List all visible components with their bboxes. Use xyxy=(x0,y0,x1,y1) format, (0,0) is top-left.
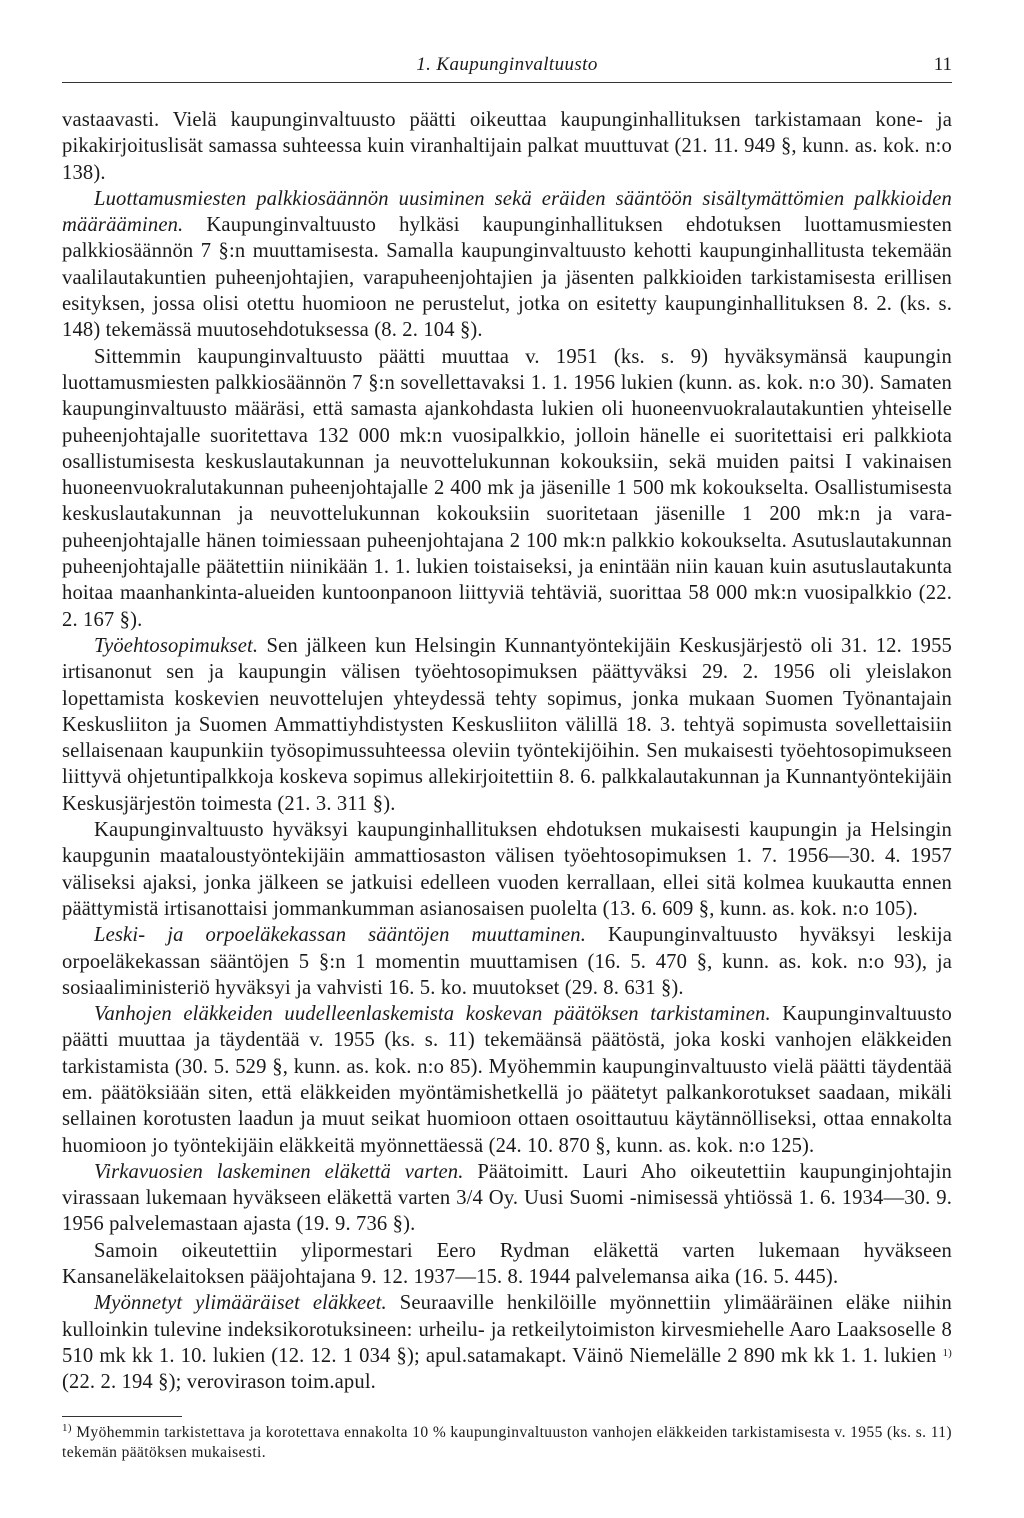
page-number: 11 xyxy=(933,54,952,75)
section-heading: Työehtosopimukset. xyxy=(94,634,259,657)
document-page xyxy=(62,54,952,1463)
paragraph xyxy=(62,1290,952,1395)
paragraph xyxy=(62,922,952,1001)
paragraph xyxy=(62,633,952,817)
paragraph-text: Kaupunginvaltuusto hylkäsi kaupunginhallituksen ehdotuksen luottamusmiesten palkkiosäännön 7 §:n muuttamisesta. Samalla kaupunginvaltuusto kehotti kaupunginhallitusta tekemään vaalilautakuntien puheenjohtajien, varapuheenjohtajien ja jäsenten palkkioiden tarkistamisesta erillisen esityksen, jossa olisi otettu huomioon ne perustelut, jotka on esitetty kaupunginhallituksen 8. 2. (ks. s. 148) tekemässä muutosehdotuksessa (8. 2. 104 §). xyxy=(62,214,952,342)
footnote-marker: 1) xyxy=(62,1421,72,1434)
paragraph-text: Samoin oikeutettiin ylipormestari Eero Rydman eläkettä varten lukemaan hyväkseen Kansaneläkelaitoksen pääjohtajana 9. 12. 1937—15. 8. 1944 palvelemansa aika (16. 5. 445). xyxy=(62,1239,952,1289)
paragraph-text: Kaupunginvaltuusto hyväksyi kaupunginhallituksen ehdotuksen mukaisesti kaupungin ja Helsingin kaupgunin maataloustyöntekijäin ammattiosaston välisen työehtosopimuksen 1. 7. 1956—30. 4. 1957 väliseksi ajaksi, jonka jälkeen se jatkuisi edelleen vuoden kerrallaan, ellei sitä kolmea kuukautta ennen päättymistä irtisanottaisi jommankumman asianosaisen puolelta (13. 6. 609 §, kunn. as. kok. n:o 105). xyxy=(62,819,952,920)
section-heading: Vanhojen eläkkeiden uudelleenlaskemista koskevan päätöksen tarkistaminen. xyxy=(94,1003,771,1026)
paragraph-text: Seuraaville henkilöille myönnettiin ylimääräinen eläke niihin kulloinkin tulevine indeksikorotuksineen: urheilu- ja retkeilytoimiston kirvesmiehelle Aaro Laaksoselle 8 510 mk kk 1. 10. lukien (12. 12. 1 034 §); apul.satamakapt. Väinö Niemelälle 2 890 mk kk 1. 1. lukien xyxy=(62,1292,952,1367)
paragraph xyxy=(62,1159,952,1238)
paragraph-text: vastaavasti. Vielä kaupunginvaltuusto päätti oikeuttaa kaupunginhallituksen tarkistamaan kone- ja pikakirjoituslisät samassa suhteessa kuin viranhaltijain palkat muuttuvat (21. 11. 949 §, kunn. as. kok. n:o 138). xyxy=(62,109,952,184)
section-heading: Myönnetyt ylimääräiset eläkkeet. xyxy=(94,1292,387,1315)
paragraph xyxy=(62,1001,952,1159)
paragraph-text: (22. 2. 194 §); verovirason toim.apul. xyxy=(62,1371,376,1394)
footnote xyxy=(62,1423,952,1463)
body-text xyxy=(62,107,952,1396)
footnote-rule xyxy=(62,1416,182,1417)
paragraph xyxy=(62,1238,952,1291)
section-heading: Leski- ja orpoeläkekassan sääntöjen muuttaminen. xyxy=(94,924,586,947)
paragraph xyxy=(62,186,952,344)
paragraph-text: Päätoimitt. Lauri Aho oikeutettiin kaupunginjohtajin virassaan lukemaan hyväkseen eläkettä varten 3/4 Oy. Uusi Suomi -nimisessä yhtiössä 1. 6. 1934—30. 9. 1956 palvelemastaan ajasta (19. 9. 736 §). xyxy=(62,1160,952,1236)
paragraph xyxy=(62,107,952,186)
paragraph-text: Sittemmin kaupunginvaltuusto päätti muuttaa v. 1951 (ks. s. 9) hyväksymänsä kaupungin luottamusmiesten palkkiosäännön 7 §:n sovellettavaksi 1. 1. 1956 lukien (kunn. as. kok. n:o 30). Samaten kaupunginvaltuusto määräsi, että samasta ajankohdasta lukien oli huoneenvuokralautakuntien yhteiselle puheenjohtajalle suoritettava 132 000 mk:n vuosipalkkio, jolloin hänelle ei suoritettaisi eri palkkiota osallistumisesta keskuslautakunnan ja neuvottelukunnan kokouksiin, sekä muiden paitsi I vakinaisen huoneenvuokralutakunnan puheenjohtajalle 2 400 mk ja jäsenille 1 500 mk kokoukselta. Osallistumisesta keskuslautakunnan ja neuvottelukunnan kokouksiin suoritetaan jäsenille 1 200 mk:n ja varapuheenjohtajalle hänen toimiessaan puheenjohtajana 2 100 mk:n palkkio kokoukselta. Asutuslautakunnan puheenjohtajalle päätettiin niinikään 1. 1. lukien toistaiseksi, ja enintään niin kauan kuin asutuslautakunta hoitaa maanhankinta-alueiden kuntoonpanoon liittyviä tehtäviä, suorittaa 58 000 mk:n vuosipalkkio (22. 2. 167 §). xyxy=(62,345,952,631)
paragraph-text: Sen jälkeen kun Helsingin Kunnantyöntekijäin Keskusjärjestö oli 31. 12. 1955 irtisanonut sen ja kaupungin välisen työehtosopimuksen päättyväksi 29. 2. 1956 oli yleislakon lopettamista koskevien neuvottelujen yhteydessä tehty sopimus, jonka mukaan Suomen Työnantajain Keskusliiton ja Suomen Ammattiyhdistysten Keskusliiton välillä 18. 3. tehtyä sopimusta sovellettaisiin sellaisenaan kaupunkiin työsopimussuhteessa oleviin työntekijöihin. Sen mukaisesti työehtosopimukseen liittyvä ohjetuntipalkkoja koskeva sopimus allekirjoitettiin 8. 6. palkkalautakunnan ja Kunnantyöntekijäin Keskusjärjestön toimesta (21. 3. 311 §). xyxy=(62,634,952,815)
chapter-title: 1. Kaupunginvaltuusto xyxy=(416,54,598,75)
footnote-text: Myöhemmin tarkistettava ja korotettava ennakolta 10 % kaupunginvaltuuston vanhojen eläkkeiden tarkistamisesta v. 1955 (ks. s. 11) tekemän päätöksen mukaisesti. xyxy=(62,1423,952,1461)
header-rule xyxy=(62,82,952,83)
running-header xyxy=(62,54,952,76)
paragraph-text: Kaupunginvaltuusto hyväksyi leskija orpoeläkekassan sääntöjen 5 §:n 1 momentin muuttamisen (16. 5. 470 §, kunn. as. kok. n:o 93), ja sosiaaliministeriö hyväksyi ja vahvisti 16. 5. ko. muutokset (29. 8. 631 §). xyxy=(62,924,952,999)
section-heading: Virkavuosien laskeminen eläkettä varten. xyxy=(94,1160,464,1183)
footnote-reference: 1) xyxy=(942,1346,952,1359)
section-heading: Luottamusmiesten palkkiosäännön uusiminen sekä eräiden sääntöön sisältymättömien palkkioiden määrääminen. xyxy=(62,187,952,237)
paragraph xyxy=(62,817,952,922)
paragraph xyxy=(62,344,952,633)
paragraph-text: Kaupunginvaltuusto päätti muuttaa ja täydentää v. 1955 (ks. s. 11) tekemäänsä päätöstä, joka koski vanhojen eläkkeiden tarkistamista (30. 5. 529 §, kunn. as. kok. n:o 85). Myöhemmin kaupunginvaltuusto vielä päätti täydentää em. päätöksiään siten, että eläkkeiden myöntämishetkellä jo päätetyt palkankorotukset saadaan, mikäli sellainen korotusten laadun ja muut seikat huomioon ottaen osoittautuu käytännölliseksi, ottaa ennakolta huomioon jo työntekijäin eläkkeitä myönnettäessä (24. 10. 870 §, kunn. as. kok. n:o 125). xyxy=(62,1003,952,1157)
